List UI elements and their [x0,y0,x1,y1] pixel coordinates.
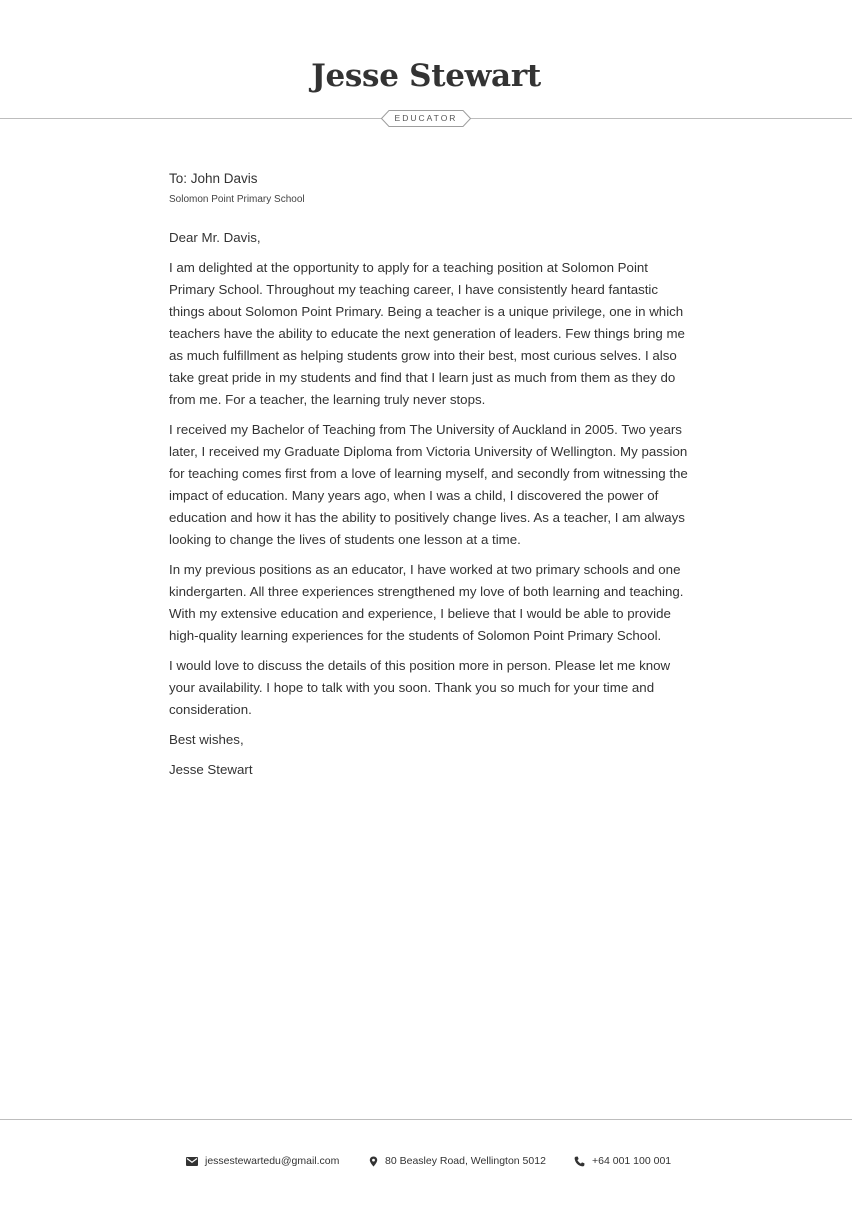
envelope-icon [186,1157,198,1166]
footer-phone[interactable] [574,1152,671,1170]
letter-body [169,168,689,781]
recipient-name: To: John Davis [169,171,258,186]
paragraph-1: I am delighted at the opportunity to apply for a teaching position at Solomon Point Primary School. Throughout my teaching career, I have consistently heard fantastic things about Solomon Point Primary. Being a teacher is a unique privilege, one in which teachers have the ability to educate the next generation of leaders. Few things bring me as much fulfillment as helping students grow into their best, most curious selves. I also take great pride in my students and find that I learn just as much from them as they do from me. For a teacher, the learning truly never stops. [169,260,685,407]
recipient-organization: Solomon Point Primary School [169,194,305,205]
paragraph-3: In my previous positions as an educator, I have worked at two primary schools and one kindergarten. All three experiences strengthened my love of both learning and teaching. With my extensive education and experience, I believe that I would be able to provide high-quality learning experiences for the students of Solomon Point Primary School. [169,562,684,643]
salutation: Dear Mr. Davis, [169,230,261,245]
closing: Best wishes, [169,732,244,747]
paragraph-4: I would love to discuss the details of this position more in person. Please let me know your availability. I hope to talk with you soon. Thank you so much for your time and consideration. [169,658,671,717]
applicant-name: Jesse Stewart [311,58,541,94]
footer-divider [0,1119,852,1120]
phone-icon [574,1156,585,1167]
paragraph-2: I received my Bachelor of Teaching from The University of Auckland in 2005. Two years later, I received my Graduate Diploma from Victoria University of Wellington. My passion for teaching comes first from a love of learning myself, and secondly from witnessing the impact of education. Many years ago, when I was a child, I discovered the power of education and how it has the ability to positively change lives. As a teacher, I am always looking to change the lives of students one lesson at a time. [169,422,688,547]
footer-address [369,1152,546,1170]
footer-email[interactable] [186,1152,339,1170]
job-title: EDUCATOR [394,113,458,123]
phone-text: +64 001 100 001 [592,1155,672,1167]
email-text: jessestewartedu@gmail.com [205,1155,340,1167]
signature: Jesse Stewart [169,762,253,777]
address-text: 80 Beasley Road, Wellington 5012 [385,1155,546,1167]
job-title-badge [381,110,471,127]
location-pin-icon [369,1156,378,1167]
